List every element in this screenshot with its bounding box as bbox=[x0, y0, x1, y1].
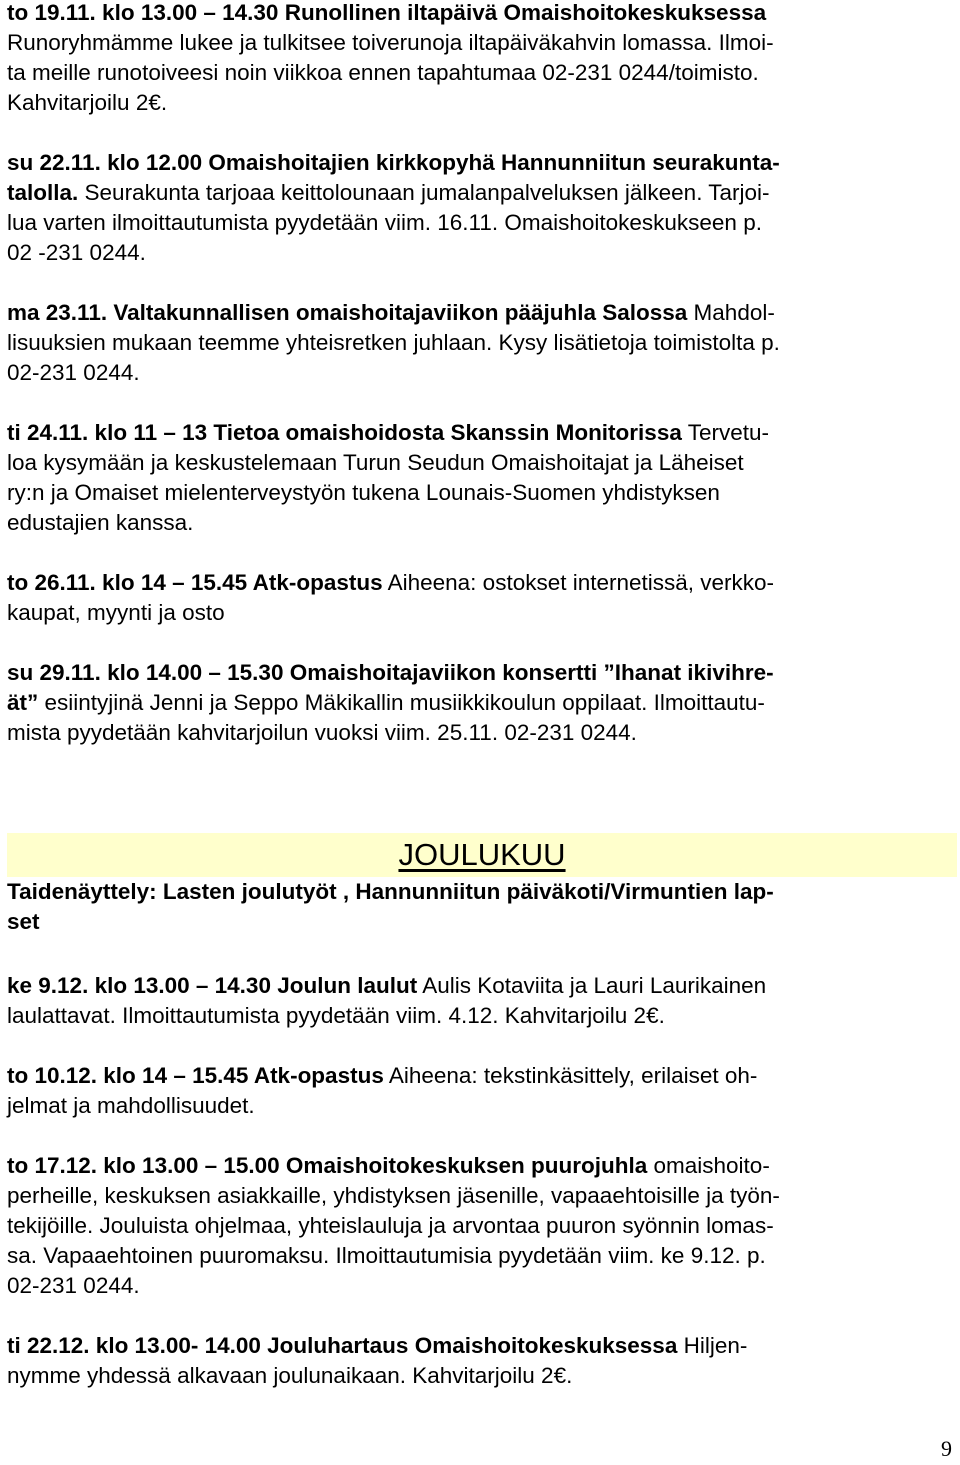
event-body-text: sa. Vapaaehtoinen puuromaksu. Ilmoittautumisia pyydetään viim. ke 9.12. p. bbox=[7, 1243, 766, 1268]
event-entry bbox=[7, 0, 780, 118]
november-events bbox=[7, 0, 780, 778]
event-body-text: 02 -231 0244. bbox=[7, 240, 146, 265]
event-line bbox=[7, 418, 780, 448]
event-body-text: Aiheena: tekstinkäsittely, erilaiset oh- bbox=[383, 1063, 758, 1088]
event-body-text: Mahdol- bbox=[687, 300, 775, 325]
event-heading-text: to 10.12. klo 14 – 15.45 Atk-opastus bbox=[7, 1063, 384, 1088]
event-heading-text: ma 23.11. Valtakunnallisen omaishoitajaviikon pääjuhla Salossa bbox=[7, 300, 688, 325]
event-line bbox=[7, 1331, 780, 1361]
exhibition-line: set bbox=[7, 909, 40, 934]
event-body-text: Aiheena: ostokset internetissä, verkko- bbox=[382, 570, 775, 595]
december-events bbox=[7, 971, 780, 1421]
event-body-text: perheille, keskuksen asiakkaille, yhdistyksen jäsenille, vapaaehtoisille ja työn- bbox=[7, 1183, 780, 1208]
event-body-text: kaupat, myynti ja osto bbox=[7, 600, 225, 625]
event-body-text: Kahvitarjoilu 2€. bbox=[7, 90, 168, 115]
event-body-text: Tervetu- bbox=[681, 420, 769, 445]
event-heading-text: su 22.11. klo 12.00 Omaishoitajien kirkkopyhä Hannunniitun seurakunta- bbox=[7, 150, 780, 175]
event-body-text: loa kysymään ja keskustelemaan Turun Seudun Omaishoitajat ja Läheiset bbox=[7, 450, 744, 475]
event-line bbox=[7, 1241, 780, 1271]
event-line bbox=[7, 478, 780, 508]
event-body-text: Aulis Kotaviita ja Lauri Laurikainen bbox=[417, 973, 767, 998]
event-body-text: jelmat ja mahdollisuudet. bbox=[7, 1093, 255, 1118]
month-heading: JOULUKUU bbox=[398, 837, 566, 872]
event-heading-text: to 17.12. klo 13.00 – 15.00 Omaishoitokeskuksen puurojuhla bbox=[7, 1153, 648, 1178]
event-body-text: ta meille runotoiveesi noin viikkoa ennen tapahtumaa 02-231 0244/toimisto. bbox=[7, 60, 759, 85]
event-body-text: Seurakunta tarjoaa keittolounaan jumalanpalveluksen jälkeen. Tarjoi- bbox=[78, 180, 770, 205]
event-heading-text: ti 22.12. klo 13.00- 14.00 Jouluhartaus Omaishoitokeskuksessa bbox=[7, 1333, 678, 1358]
event-heading-text: to 19.11. klo 13.00 – 14.30 Runollinen iltapäivä Omaishoitokeskuksessa bbox=[7, 0, 767, 25]
event-line bbox=[7, 328, 780, 358]
event-line bbox=[7, 658, 780, 688]
event-line bbox=[7, 718, 780, 748]
event-heading-text: talolla. bbox=[7, 180, 79, 205]
event-line bbox=[7, 1061, 780, 1091]
event-body-text: 02-231 0244. bbox=[7, 360, 140, 385]
event-line bbox=[7, 971, 780, 1001]
event-line bbox=[7, 508, 780, 538]
exhibition-notice bbox=[7, 877, 774, 937]
event-body-text: Hiljen- bbox=[677, 1333, 748, 1358]
event-line bbox=[7, 688, 780, 718]
event-entry bbox=[7, 1331, 780, 1391]
event-body-text: ry:n ja Omaiset mielenterveystyön tukena Lounais-Suomen yhdistyksen bbox=[7, 480, 720, 505]
event-line bbox=[7, 1181, 780, 1211]
event-line bbox=[7, 1001, 780, 1031]
event-line bbox=[7, 1361, 780, 1391]
event-body-text: omaishoito- bbox=[647, 1153, 770, 1178]
event-line bbox=[7, 178, 780, 208]
event-entry bbox=[7, 418, 780, 538]
event-line bbox=[7, 148, 780, 178]
event-entry bbox=[7, 568, 780, 628]
event-line bbox=[7, 598, 780, 628]
event-body-text: laulattavat. Ilmoittautumista pyydetään viim. 4.12. Kahvitarjoilu 2€. bbox=[7, 1003, 665, 1028]
event-line bbox=[7, 448, 780, 478]
event-line bbox=[7, 568, 780, 598]
event-body-text: esiintyjinä Jenni ja Seppo Mäkikallin musiikkikoulun oppilaat. Ilmoittautu- bbox=[38, 690, 765, 715]
event-entry bbox=[7, 658, 780, 748]
page-number: 9 bbox=[941, 1436, 952, 1461]
event-entry bbox=[7, 1061, 780, 1121]
event-line bbox=[7, 1271, 780, 1301]
event-entry bbox=[7, 971, 780, 1031]
event-entry bbox=[7, 298, 780, 388]
event-body-text: edustajien kanssa. bbox=[7, 510, 194, 535]
event-body-text: nymme yhdessä alkavaan joulunaikaan. Kahvitarjoilu 2€. bbox=[7, 1363, 573, 1388]
event-heading-text: to 26.11. klo 14 – 15.45 Atk-opastus bbox=[7, 570, 383, 595]
event-line bbox=[7, 1211, 780, 1241]
event-body-text: lua varten ilmoittautumista pyydetään viim. 16.11. Omaishoitokeskukseen p. bbox=[7, 210, 762, 235]
exhibition-line: Taidenäyttely: Lasten joulutyöt , Hannunniitun päiväkoti/Virmuntien lap- bbox=[7, 879, 774, 904]
event-heading-text: su 29.11. klo 14.00 – 15.30 Omaishoitajaviikon konsertti ”Ihanat ikivihre- bbox=[7, 660, 774, 685]
event-line bbox=[7, 238, 780, 268]
event-body-text: Runoryhmämme lukee ja tulkitsee toiverunoja iltapäiväkahvin lomassa. Ilmoi- bbox=[7, 30, 774, 55]
event-line bbox=[7, 0, 780, 28]
event-heading-text: ti 24.11. klo 11 – 13 Tietoa omaishoidosta Skanssin Monitorissa bbox=[7, 420, 682, 445]
event-line bbox=[7, 358, 780, 388]
event-line bbox=[7, 28, 780, 58]
event-line bbox=[7, 298, 780, 328]
event-line bbox=[7, 88, 780, 118]
event-body-text: tekijöille. Jouluista ohjelmaa, yhteislauluja ja arvontaa puuron syönnin lomas- bbox=[7, 1213, 774, 1238]
event-line bbox=[7, 1151, 780, 1181]
event-line bbox=[7, 58, 780, 88]
event-body-text: lisuuksien mukaan teemme yhteisretken juhlaan. Kysy lisätietoja toimistolta p. bbox=[7, 330, 780, 355]
event-line bbox=[7, 208, 780, 238]
event-heading-text: ät” bbox=[7, 690, 39, 715]
event-line bbox=[7, 1091, 780, 1121]
event-entry bbox=[7, 1151, 780, 1301]
event-body-text: 02-231 0244. bbox=[7, 1273, 140, 1298]
event-heading-text: ke 9.12. klo 13.00 – 14.30 Joulun laulut bbox=[7, 973, 418, 998]
event-entry bbox=[7, 148, 780, 268]
event-body-text: mista pyydetään kahvitarjoilun vuoksi viim. 25.11. 02-231 0244. bbox=[7, 720, 637, 745]
